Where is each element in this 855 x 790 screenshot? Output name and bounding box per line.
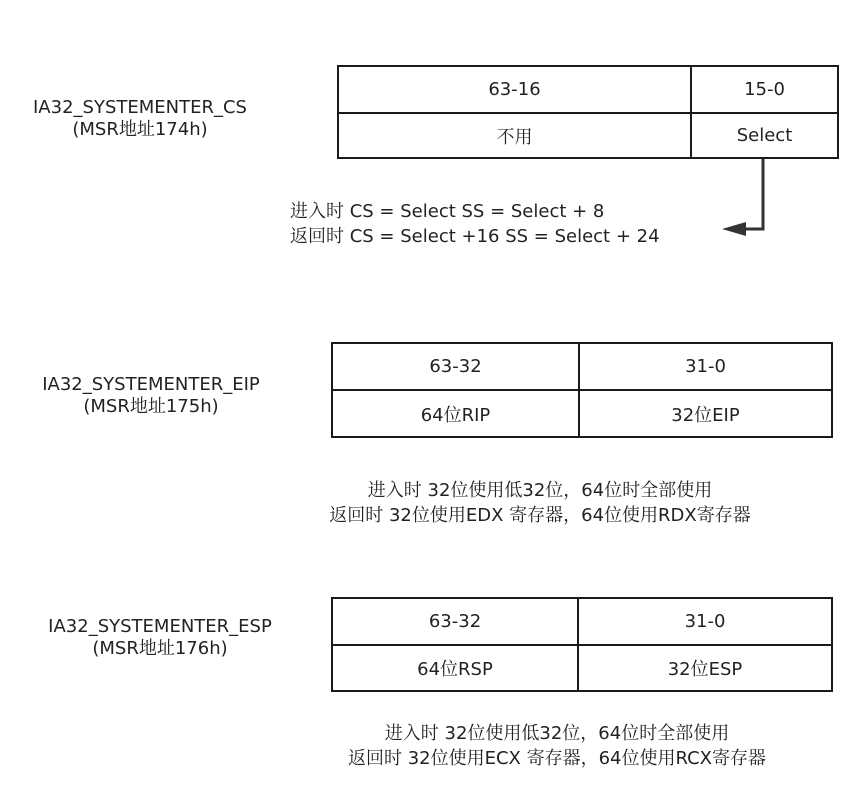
register-table-esp — [331, 597, 833, 692]
note-esp — [282, 721, 832, 771]
register-address: (MSR地址176h) — [92, 638, 228, 659]
note-return: 返回时 32位使用ECX 寄存器，64位使用RCX寄存器 — [347, 748, 767, 769]
note-enter: 进入时 CS = Select SS = Select + 8 — [290, 201, 605, 222]
field-cell: 32位ESP — [578, 645, 832, 691]
bit-range-cell: 31-0 — [579, 343, 832, 390]
field-cell: 64位RIP — [332, 390, 579, 437]
note-enter: 进入时 32位使用低32位，64位时全部使用 — [367, 480, 713, 501]
field-cell: 64位RSP — [332, 645, 578, 691]
register-label-esp — [40, 616, 280, 660]
register-table-eip — [331, 342, 833, 438]
select-arrow-head — [722, 222, 746, 236]
register-address: (MSR地址174h) — [72, 119, 208, 140]
register-label-eip — [36, 374, 266, 418]
register-address: (MSR地址175h) — [83, 396, 219, 417]
bit-range-cell: 63-16 — [338, 66, 691, 113]
register-name: IA32_SYSTEMENTER_EIP — [42, 374, 260, 395]
bit-range-cell: 31-0 — [578, 598, 832, 645]
bit-range-cell: 63-32 — [332, 598, 578, 645]
select-arrow-line — [740, 159, 763, 229]
register-name: IA32_SYSTEMENTER_ESP — [48, 616, 272, 637]
note-enter: 进入时 32位使用低32位，64位时全部使用 — [384, 723, 730, 744]
bit-range-cell: 63-32 — [332, 343, 579, 390]
note-return: 返回时 32位使用EDX 寄存器，64位使用RDX寄存器 — [329, 505, 751, 526]
bit-range-cell: 15-0 — [691, 66, 838, 113]
field-cell: 不用 — [338, 113, 691, 158]
field-cell: 32位EIP — [579, 390, 832, 437]
field-cell: Select — [691, 113, 838, 158]
register-name: IA32_SYSTEMENTER_CS — [33, 97, 247, 118]
note-eip — [260, 478, 820, 528]
note-return: 返回时 CS = Select +16 SS = Select + 24 — [290, 226, 660, 247]
